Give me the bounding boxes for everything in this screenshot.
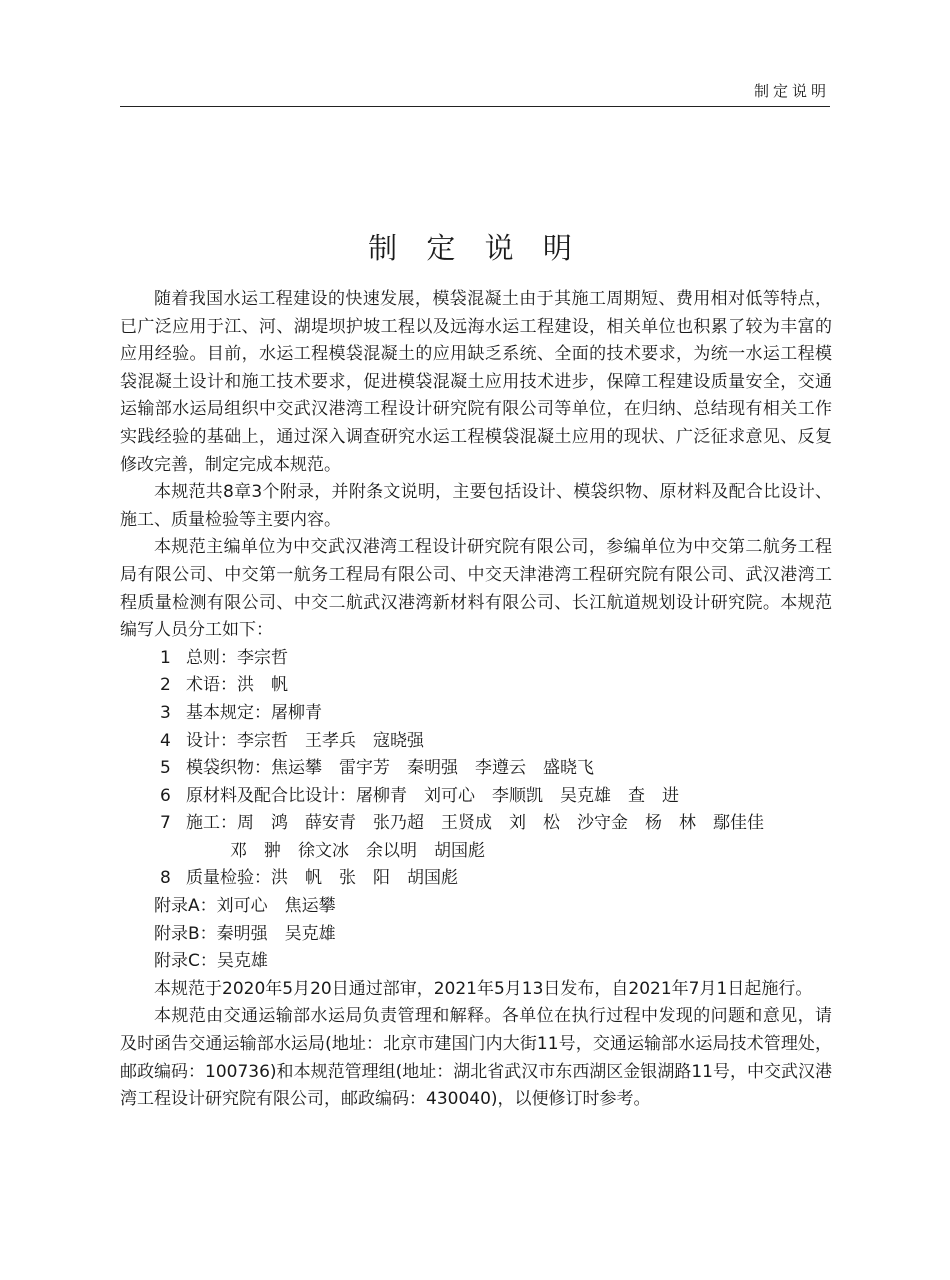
appendix-item: 附录A：刘可心 焦运攀 — [154, 896, 336, 917]
list-item-number: 6 — [160, 785, 171, 806]
list-item-number: 1 — [160, 647, 171, 668]
organizations-paragraph: 本规范主编单位为中交武汉港湾工程设计研究院有限公司，参编单位为中交第二航务工程局有限公司、中交第一航务工程局有限公司、中交天津港湾工程研究院有限公司、武汉港湾工程质量检测有限公司、中交二航武汉港湾新材料有限公司、长江航道规划设计研究院。本规范编写人员分工如下： — [120, 537, 832, 641]
list-item-text: 术语：洪 帆 — [186, 675, 288, 696]
authors-list — [120, 645, 832, 893]
header-rule — [120, 106, 830, 107]
list-item-text: 设计：李宗哲 王孝兵 寇晓强 — [186, 730, 424, 751]
list-item-number: 8 — [160, 868, 171, 889]
release-paragraph: 本规范于2020年5月20日通过部审，2021年5月13日发布，自2021年7月1日起施行。 — [154, 978, 813, 999]
list-item-number: 7 — [160, 813, 171, 834]
appendix-list — [120, 893, 832, 976]
intro-paragraph: 随着我国水运工程建设的快速发展，模袋混凝土由于其施工周期短、费用相对低等特点，已广泛应用于江、河、湖堤坝护坡工程以及远海水运工程建设，相关单位也积累了较为丰富的应用经验。目前，水运工程模袋混凝土的应用缺乏系统、全面的技术要求，为统一水运工程模袋混凝土设计和施工技术要求，促进模袋混凝土应用技术进步，保障工程建设质量安全，交通运输部水运局组织中交武汉港湾工程设计研究院有限公司等单位，在归纳、总结现有相关工作实践经验的基础上，通过深入调查研究水运工程模袋混凝土应用的现状、广泛征求意见、反复修改完善，制定完成本规范。 — [120, 289, 832, 475]
list-item-text: 模袋织物：焦运攀 雷宇芳 秦明强 李遵云 盛晓飞 — [186, 758, 594, 779]
list-item-text: 总则：李宗哲 — [186, 647, 288, 668]
list-item-number: 3 — [160, 702, 171, 723]
document-body — [120, 286, 832, 1114]
list-item-number: 2 — [160, 675, 171, 696]
list-item-text: 基本规定：屠柳青 — [186, 702, 322, 723]
list-item-text: 原材料及配合比设计：屠柳青 刘可心 李顺凯 吴克雄 查 进 — [186, 785, 679, 806]
list-item — [120, 783, 832, 811]
list-item — [120, 810, 832, 838]
list-item — [120, 700, 832, 728]
list-item — [120, 755, 832, 783]
running-header: 制定说明 — [753, 82, 830, 100]
management-paragraph: 本规范由交通运输部水运局负责管理和解释。各单位在执行过程中发现的问题和意见，请及时函告交通运输部水运局(地址：北京市建国门内大街11号，交通运输部水运局技术管理处，邮政编码：100736)和本规范管理组(地址：湖北省武汉市东西湖区金银湖路11号，中交武汉港湾工程设计研究院有限公司，邮政编码：430040)，以便修订时参考。 — [120, 1006, 832, 1110]
list-item — [120, 645, 832, 673]
list-item-number: 4 — [160, 730, 171, 751]
list-item — [120, 865, 832, 893]
list-item-text: 施工：周 鸿 薛安青 张乃超 王贤成 刘 松 沙守金 杨 林 鄢佳佳 — [186, 813, 764, 834]
page-title: 制 定 说 明 — [368, 231, 582, 265]
list-item-number: 5 — [160, 758, 171, 779]
list-item — [120, 728, 832, 756]
list-item-continuation: 邓 翀 徐文冰 余以明 胡国彪 — [230, 840, 485, 861]
scope-paragraph: 本规范共8章3个附录，并附条文说明，主要包括设计、模袋织物、原材料及配合比设计、施工、质量检验等主要内容。 — [120, 482, 832, 530]
appendix-item: 附录B：秦明强 吴克雄 — [154, 923, 336, 944]
appendix-item: 附录C：吴克雄 — [154, 951, 268, 972]
list-item — [120, 672, 832, 700]
list-item-text: 质量检验：洪 帆 张 阳 胡国彪 — [186, 868, 458, 889]
